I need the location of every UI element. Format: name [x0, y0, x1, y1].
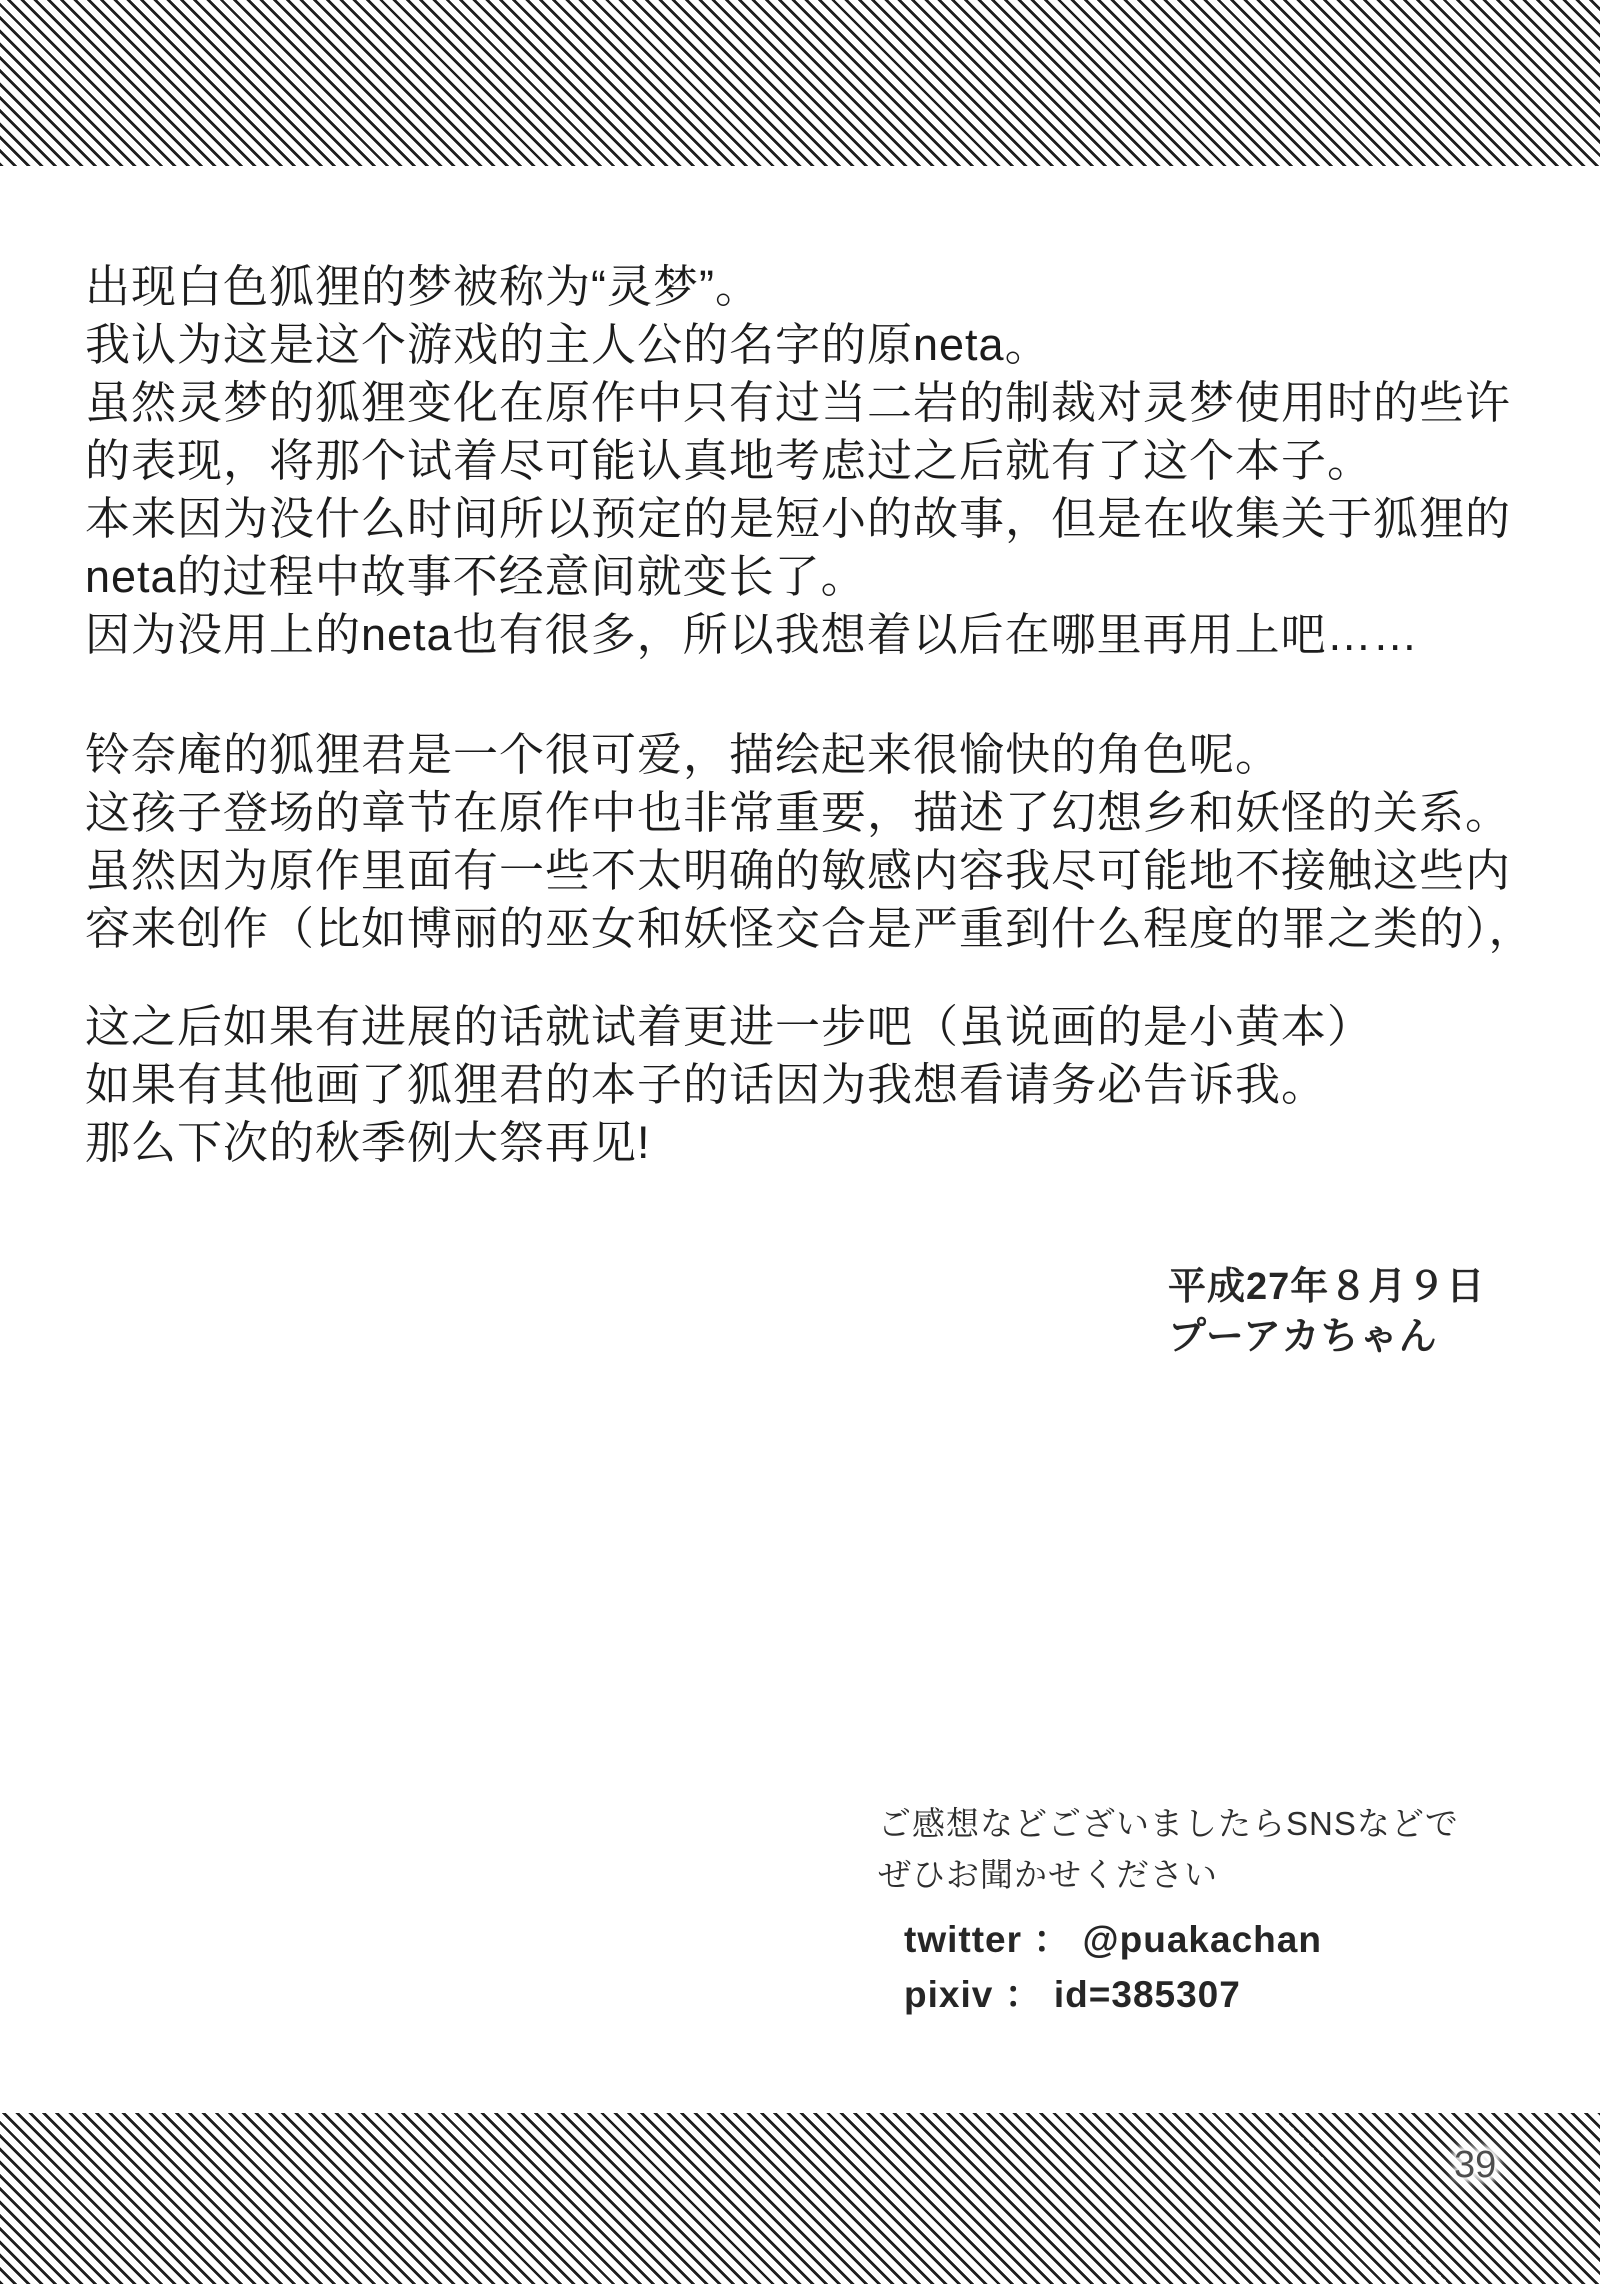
afterword-line: 的表现，将那个试着尽可能认真地考虑过之后就有了这个本子。	[85, 435, 1374, 486]
afterword-line: 虽然灵梦的狐狸变化在原作中只有过当二岩的制裁对灵梦使用时的些许	[85, 377, 1512, 428]
afterword-line: 这孩子登场的章节在原作中也非常重要，描述了幻想乡和妖怪的关系。	[85, 787, 1512, 838]
contact-sns	[904, 1912, 1459, 2022]
contact-note-line: ご感想などございましたらSNSなどで	[878, 1805, 1459, 1842]
afterword-paragraph	[85, 726, 1545, 958]
afterword-text	[85, 258, 1545, 1172]
contact-sns-line: pixiv ： id=385307	[904, 1974, 1241, 2015]
afterword-line: 如果有其他画了狐狸君的本子的话因为我想看请务必告诉我。	[85, 1059, 1328, 1110]
afterword-paragraph	[85, 998, 1545, 1172]
afterword-paragraph	[85, 258, 1545, 664]
contact-note-line: ぜひお聞かせください	[878, 1856, 1218, 1893]
afterword-line: neta的过程中故事不经意间就变长了。	[85, 551, 867, 602]
hatch-stripe-band-top	[0, 0, 1600, 166]
contact-note	[878, 1798, 1459, 1900]
page-number: 39	[1454, 2144, 1497, 2186]
colophon-date: 平成27年８月９日	[1168, 1266, 1486, 1308]
afterword-line: 虽然因为原作里面有一些不太明确的敏感内容我尽可能地不接触这些内	[85, 845, 1512, 896]
afterword-line: 这之后如果有进展的话就试着更进一步吧（虽说画的是小黄本）	[85, 1001, 1374, 1052]
colophon	[1168, 1262, 1485, 1362]
afterword-line: 那么下次的秋季例大祭再见!	[85, 1117, 651, 1168]
afterword-line: 本来因为没什么时间所以预定的是短小的故事，但是在收集关于狐狸的	[85, 493, 1512, 544]
contact-block	[878, 1798, 1459, 2022]
hatch-stripe-band-bottom	[0, 2113, 1600, 2284]
afterword-line: 铃奈庵的狐狸君是一个很可爱，描绘起来很愉快的角色呢。	[85, 729, 1282, 780]
afterword-line: 容来创作（比如博丽的巫女和妖怪交合是严重到什么程度的罪之类的），	[85, 903, 1535, 954]
colophon-author: プーアカちゃん	[1168, 1316, 1438, 1358]
afterword-line: 我认为这是这个游戏的主人公的名字的原neta。	[85, 319, 1051, 370]
afterword-line: 出现白色狐狸的梦被称为“灵梦”。	[85, 261, 761, 312]
contact-sns-line: twitter ： @puakachan	[904, 1919, 1322, 1960]
afterword-line: 因为没用上的neta也有很多，所以我想着以后在哪里再用上吧……	[85, 609, 1419, 660]
